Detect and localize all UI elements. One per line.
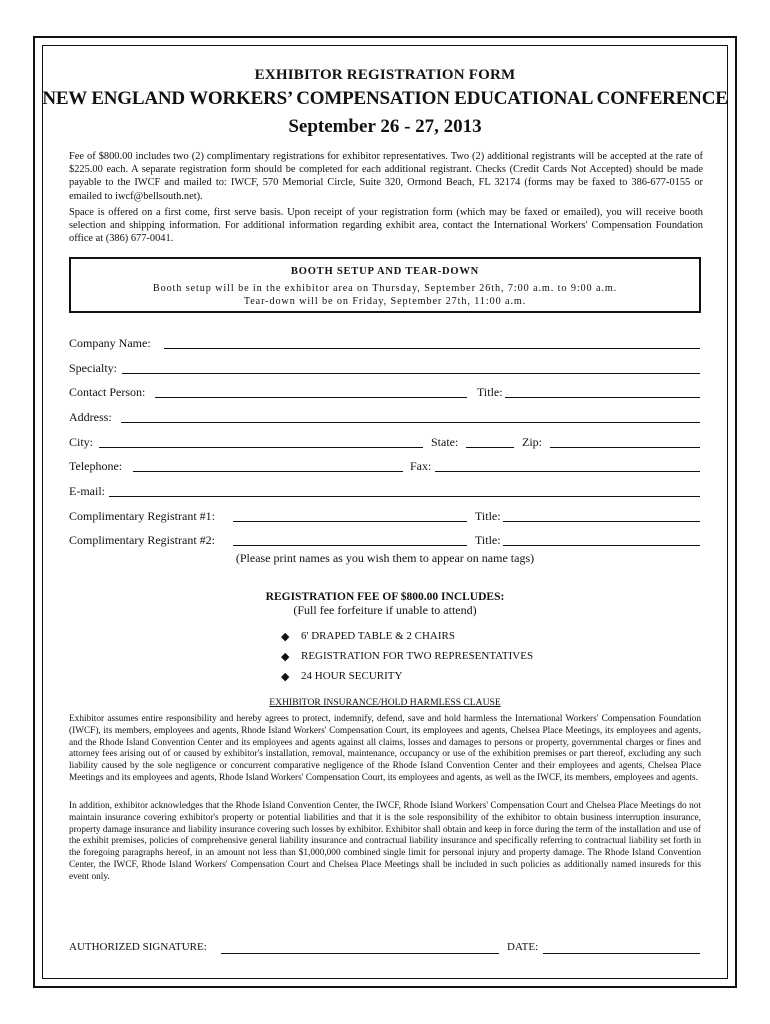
registrant1-title-label: Title: xyxy=(475,509,501,523)
booth-setup-line: Booth setup will be in the exhibitor area on Thursday, September 26th, 7:00 a.m. to 9:00 a.m. xyxy=(152,283,618,294)
date-field[interactable] xyxy=(543,953,700,954)
insurance-paragraph: In addition, exhibitor acknowledges that the Rhode Island Convention Center, the IWCF, Rhode Island Workers' Compensation Court and Chelsea Place Meetings do not maintain insurance covering exhibitor's property or potential liabilities and that it is the sole responsibility of the exhibitor to obtain business interruption insurance, property damage insurance and liability insurance covering such losses by exhibitor. Exhibitor shall obtain and keep in force during the term of the installation and use of the exhibit premises, policies of comprehensive general liability insurance and contractual liability insurance and specifically referring to contractual liability set forth in the foregoing paragraphs hereof, in an amount not less than $1,000,000 combined single limit for personal injury and property damage. The Rhode Island Convention Center, the IWCF, Rhode Island Workers' Compensation Court and Chelsea Place Meetings shall be included in such policies as additionally named insureds for this event only. xyxy=(69,801,701,882)
contact-row xyxy=(69,385,701,401)
contact-title-field[interactable] xyxy=(505,397,700,398)
signature-field[interactable] xyxy=(221,953,499,954)
fee-includes-title: REGISTRATION FEE OF $800.00 INCLUDES: xyxy=(265,591,505,603)
company-field[interactable] xyxy=(164,348,700,349)
signature-row xyxy=(69,941,701,957)
email-label: E-mail: xyxy=(69,484,105,498)
company-label: Company Name: xyxy=(69,336,151,350)
fee-item-label: 24 HOUR SECURITY xyxy=(301,670,403,682)
state-label: State: xyxy=(431,435,459,449)
diamond-bullet-icon: ◆ xyxy=(281,651,290,663)
date-label: DATE: xyxy=(507,941,539,953)
zip-field[interactable] xyxy=(550,447,700,448)
registrant2-title-field[interactable] xyxy=(503,545,700,546)
telephone-field[interactable] xyxy=(133,471,403,472)
telephone-label: Telephone: xyxy=(69,459,123,473)
form-title: EXHIBITOR REGISTRATION FORM xyxy=(254,67,516,83)
registrant1-title-field[interactable] xyxy=(503,521,700,522)
conference-dates: September 26 - 27, 2013 xyxy=(288,116,482,137)
booth-setup-box xyxy=(69,257,701,313)
conference-title: NEW ENGLAND WORKERS’ COMPENSATION EDUCATIONAL CONFERENCE xyxy=(42,88,728,109)
registrant1-row xyxy=(69,509,701,525)
diamond-bullet-icon: ◆ xyxy=(281,631,290,643)
address-field[interactable] xyxy=(121,422,700,423)
registrant1-field[interactable] xyxy=(233,521,467,522)
signature-label: AUTHORIZED SIGNATURE: xyxy=(69,941,207,953)
specialty-row xyxy=(69,361,701,377)
insurance-clause-title: EXHIBITOR INSURANCE/HOLD HARMLESS CLAUSE xyxy=(269,697,501,708)
city-label: City: xyxy=(69,435,94,449)
registrant1-label: Complimentary Registrant #1: xyxy=(69,509,215,523)
fax-label: Fax: xyxy=(410,459,432,473)
city-row xyxy=(69,435,701,451)
address-row xyxy=(69,410,701,426)
company-row xyxy=(69,336,701,352)
registrant2-field[interactable] xyxy=(233,545,467,546)
contact-field[interactable] xyxy=(155,397,467,398)
specialty-field[interactable] xyxy=(122,373,700,374)
email-row xyxy=(69,484,701,500)
fax-field[interactable] xyxy=(435,471,700,472)
telephone-row xyxy=(69,459,701,475)
indemnity-paragraph: Exhibitor assumes entire responsibility and hereby agrees to protect, indemnify, defend, save and hold harmless the International Workers' Compensation Foundation (IWCF), its members, employees and agents, Rhode Island Workers' Compensation Court, its employees and agents, Chelsea Place Meetings, its employees and agents, and the Rhode Island Convention Center and its employees and agents against all claims, losses and damages to persons or property, governmental charges or fines and attorney fees arising out of or caused by exhibitor's installation, removal, maintenance, occupancy or use of the exhibition premises or part thereof, excluding any such liability caused by the sole negligence or concurrent comparative negligence of the Rhode Island Convention Center and their employees and agents, Chelsea Place Meetings and its employees and agents, Rhode Island Workers' Compensation Court, its employees and agents, as well as the IWCF, its members, employees and agents. xyxy=(69,714,701,783)
registrant2-title-label: Title: xyxy=(475,533,501,547)
fee-item-label: REGISTRATION FOR TWO REPRESENTATIVES xyxy=(301,650,534,662)
email-field[interactable] xyxy=(109,496,700,497)
booth-title: BOOTH SETUP AND TEAR-DOWN xyxy=(290,266,480,277)
fee-item-label: 6' DRAPED TABLE & 2 CHAIRS xyxy=(301,630,455,642)
contact-title-label: Title: xyxy=(477,385,503,399)
registrant2-label: Complimentary Registrant #2: xyxy=(69,533,215,547)
city-field[interactable] xyxy=(99,447,423,448)
fee-forfeiture-note: (Full fee forfeiture if unable to attend) xyxy=(293,603,477,617)
diamond-bullet-icon: ◆ xyxy=(281,671,290,683)
name-tag-note: (Please print names as you wish them to appear on name tags) xyxy=(235,551,535,565)
space-paragraph: Space is offered on a first come, first serve basis. Upon receipt of your registration form (which may be faxed or emailed), you will receive booth selection and shipping information. For additional information regarding exhibit area, contact the International Workers' Compensation Foundation office at (386) 677-0041. xyxy=(69,207,703,245)
fee-paragraph: Fee of $800.00 includes two (2) complimentary registrations for exhibitor representatives. Two (2) additional registrants will be accepted at the rate of $225.00 each. A separate registration form should be completed for each additional registrant. Checks (Credit Cards Not Accepted) should be made payable to the IWCF and mailed to: IWCF, 570 Memorial Circle, Suite 320, Ormond Beach, FL 32174 (forms may be faxed to 386-677-0155 or emailed to iwcf@bellsouth.net). xyxy=(69,151,703,202)
specialty-label: Specialty: xyxy=(69,361,117,375)
teardown-line: Tear-down will be on Friday, September 27th, 11:00 a.m. xyxy=(243,296,527,307)
registrant2-row xyxy=(69,533,701,549)
address-label: Address: xyxy=(69,410,112,424)
state-field[interactable] xyxy=(466,447,514,448)
contact-label: Contact Person: xyxy=(69,385,146,399)
zip-label: Zip: xyxy=(522,435,542,449)
